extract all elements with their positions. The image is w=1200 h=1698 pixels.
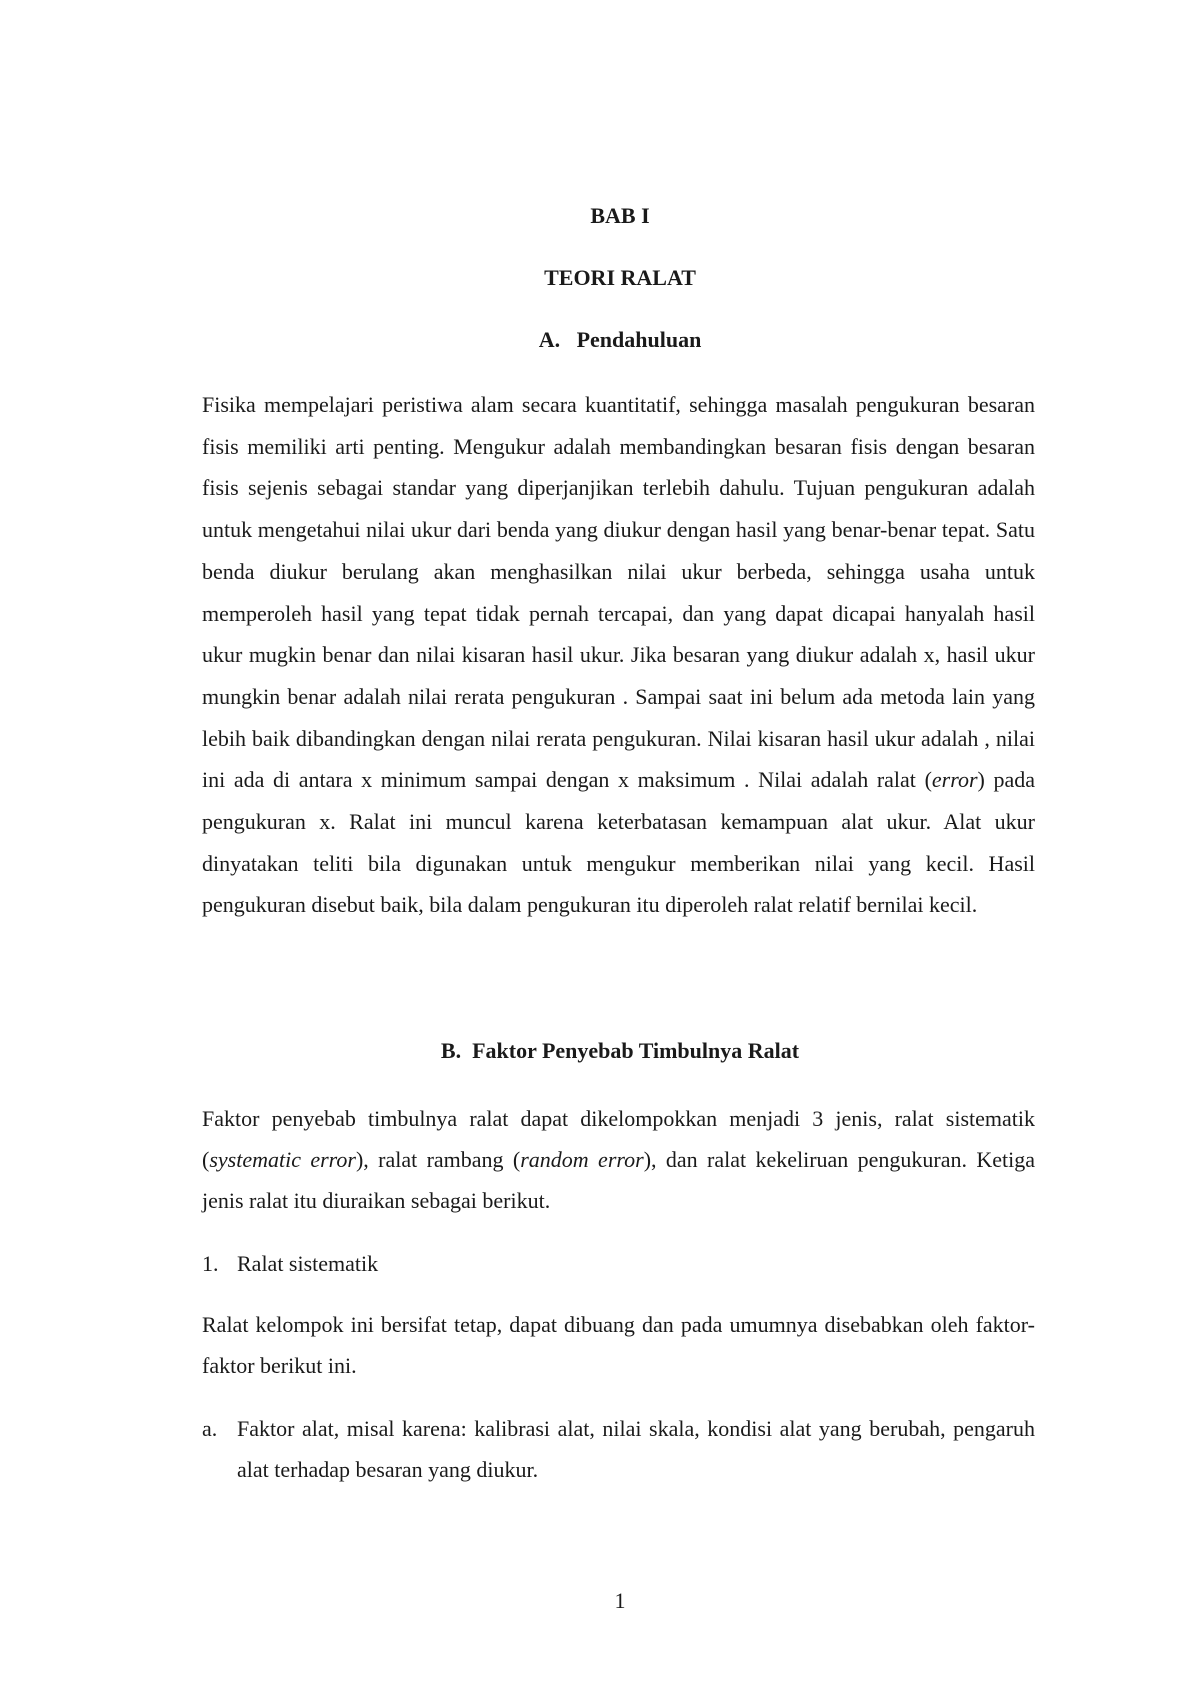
chapter-title: TEORI RALAT — [544, 265, 696, 290]
section-b-paragraph — [202, 1098, 1035, 1221]
section-a-paragraph-main: Fisika mempelajari peristiwa alam secara kuantitatif, sehingga masalah pengukuran besaran fisis memiliki arti penting. Mengukur adalah membandingkan besaran fisis dengan besaran fisis sejenis sebagai standar yang diperjanjikan terlebih dahulu. Tujuan pengukuran adalah untuk mengetahui nilai ukur dari benda yang diukur dengan hasil yang benar-benar tepat. Satu benda diukur berulang akan menghasilkan nilai ukur berbeda, sehingga usaha untuk memperoleh hasil yang tepat tidak pernah tercapai, dan yang dapat dicapai hanyalah hasil ukur mugkin benar dan nilai kisaran hasil ukur. Jika besaran yang diukur adalah x, hasil ukur mungkin benar adalah nilai rerata pengukuran . Sampai saat ini belum ada metoda lain yang lebih baik dibandingkan dengan nilai rerata pengukuran. Nilai kisaran hasil ukur adalah , nilai ini ada di antara x minimum sampai dengan x maksimum . Nilai adalah ralat — [202, 392, 1035, 793]
section-a-paragraph — [202, 384, 1035, 926]
list-item-a-marker: a. — [202, 1416, 218, 1441]
section-b-body — [202, 1098, 1035, 1221]
list-item-1-marker: 1. — [202, 1251, 219, 1276]
random-error-term: random error — [520, 1147, 644, 1172]
sistematik-body — [202, 1304, 1035, 1386]
section-a-body — [202, 384, 1035, 926]
section-b-marker: B. — [440, 1038, 462, 1063]
section-b-text-2: ), ralat rambang ( — [355, 1147, 521, 1172]
list-item-1-label: Ralat sistematik — [237, 1251, 379, 1276]
systematic-error-term: systematic error — [209, 1147, 356, 1172]
chapter-number: BAB I — [590, 203, 650, 228]
section-b-text-1: Faktor penyebab timbulnya ralat dapat dikelompokkan menjadi 3 jenis, ralat sistematik ( — [202, 1106, 1035, 1172]
list-item-a-text: Faktor alat, misal karena: kalibrasi alat, nilai skala, kondisi alat yang berubah, pengaruh alat terhadap besaran yang diukur. — [237, 1416, 1035, 1482]
section-b-heading — [0, 1036, 1200, 1066]
section-a-title: Pendahuluan — [576, 327, 702, 352]
sistematik-paragraph: Ralat kelompok ini bersifat tetap, dapat dibuang dan pada umumnya disebabkan oleh faktor-faktor berikut ini. — [202, 1312, 1035, 1378]
section-a-heading — [0, 325, 1200, 355]
section-a-paragraph-end: ) pada pengukuran x. Ralat ini muncul karena keterbatasan kemampuan alat ukur. Alat ukur dinyatakan teliti bila digunakan untuk mengukur memberikan nilai yang kecil. Hasil pengukuran disebut baik, bila dalam pengukuran itu diperoleh ralat relatif bernilai kecil. — [202, 767, 1036, 918]
section-b-title: Faktor Penyebab Timbulnya Ralat — [472, 1038, 800, 1063]
section-b-text-3: ), dan ralat kekeliruan pengukuran. Ketiga jenis ralat itu diuraikan sebagai berikut. — [202, 1147, 1036, 1213]
section-a-error-term: error — [931, 767, 978, 793]
section-a-paren-open: ( — [924, 767, 932, 793]
section-a-marker: A. — [538, 327, 561, 352]
page-number: 1 — [614, 1588, 626, 1613]
